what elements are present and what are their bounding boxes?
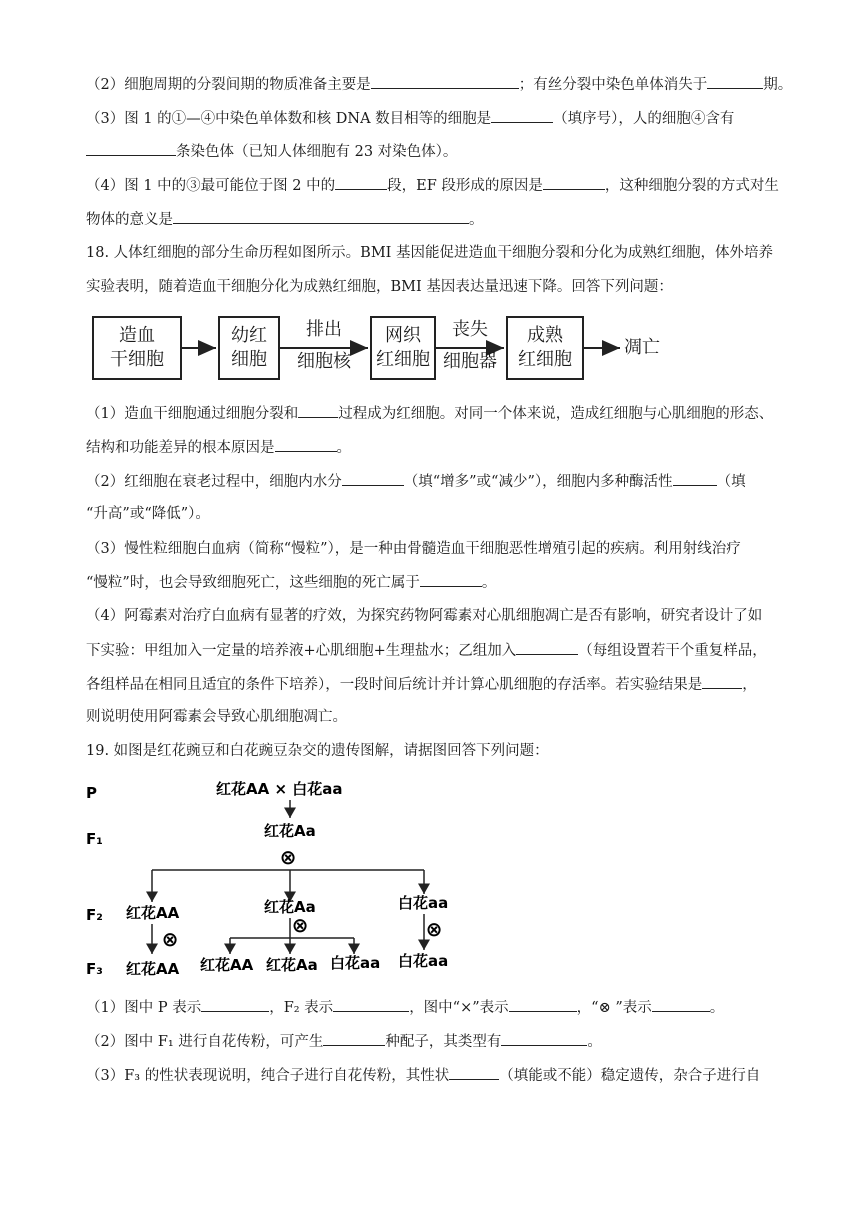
inheritance-diagram-svg: [84, 774, 454, 984]
flow-box-mature-red-cell: 成熟 红细胞: [506, 316, 584, 380]
q18-part3: （3）慢性粒细胞白血病（简称“慢粒”），是一种由骨髓造血干细胞恶性增殖引起的疾病。利用射线治疗: [86, 541, 741, 557]
selfing-symbol: ⊗: [425, 917, 443, 941]
answer-blank[interactable]: [543, 175, 605, 190]
selfing-symbol: ⊗: [291, 913, 309, 937]
answer-blank[interactable]: [449, 1065, 499, 1080]
q17-part4: （4）图 1 中的③最可能位于图 2 中的 段，EF 段形成的原因是 ，这种细胞分裂的方式对生: [86, 175, 779, 196]
q18-part3-cont: “慢粒”时，也会导致细胞死亡，这些细胞的死亡属于 。: [86, 572, 496, 593]
flow-box-erythroblast: 幼红 细胞: [218, 316, 280, 380]
gen-label-f1: F₁: [86, 830, 103, 848]
f3-label-4: 白花aa: [330, 954, 381, 972]
q18-stem-line2: 实验表明，随着造血干细胞分化为成熟红细胞，BMI 基因表达量迅速下降。回答下列问题：: [86, 279, 673, 295]
answer-blank[interactable]: [509, 997, 577, 1012]
q18-part1-cont: 结构和功能差异的根本原因是 。: [86, 437, 351, 458]
red-cell-lifecycle-diagram: [92, 312, 692, 392]
answer-blank[interactable]: [491, 108, 553, 123]
answer-blank[interactable]: [673, 471, 717, 486]
q18-part2: （2）红细胞在衰老过程中，细胞内水分 （填“增多”或“减少”），细胞内多种酶活性 （填: [86, 471, 746, 492]
q19-part3: （3）F₃ 的性状表现说明，纯合子进行自花传粉，其性状 （填能或不能）稳定遗传，杂合子进行自: [86, 1065, 760, 1086]
answer-blank[interactable]: [371, 74, 519, 89]
inheritance-diagram: [84, 774, 454, 984]
f1-label: 红花Aa: [264, 822, 316, 840]
flow-label-lose-organelles: 丧失 细胞器: [443, 319, 497, 372]
f3-label-3: 红花Aa: [266, 956, 318, 974]
answer-blank[interactable]: [333, 997, 409, 1012]
answer-blank[interactable]: [702, 674, 742, 689]
q18-part4-cont1: 下实验：甲组加入一定量的培养液+心肌细胞+生理盐水；乙组加入 （每组设置若干个重复样品，: [86, 640, 767, 661]
answer-blank[interactable]: [420, 572, 482, 587]
q18-part2-cont: “升高”或“降低”）。: [86, 506, 210, 522]
flow-box-reticulocyte: 网织 红细胞: [370, 316, 436, 380]
answer-blank[interactable]: [275, 437, 337, 452]
answer-blank[interactable]: [335, 175, 387, 190]
q17-part3-cont: 条染色体（已知人体细胞有 23 对染色体）。: [86, 141, 457, 162]
q18-part1: （1）造血干细胞通过细胞分裂和 过程成为红细胞。对同一个体来说，造成红细胞与心肌细胞的形态、: [86, 403, 773, 424]
q17-part3: （3）图 1 的①—④中染色单体数和核 DNA 数目相等的细胞是 （填序号），人的细胞④含有: [86, 108, 734, 129]
answer-blank[interactable]: [298, 403, 338, 418]
answer-blank[interactable]: [173, 209, 469, 224]
q19-stem: 19. 如图是红花豌豆和白花豌豆杂交的遗传图解，请据图回答下列问题：: [86, 743, 549, 759]
answer-blank[interactable]: [516, 640, 578, 655]
f3-label-2: 红花AA: [200, 956, 254, 974]
answer-blank[interactable]: [652, 997, 710, 1012]
gen-label-f3: F₃: [86, 960, 103, 978]
f2-right-label: 白花aa: [398, 894, 449, 912]
selfing-symbol: ⊗: [161, 927, 179, 951]
p-cross-label: 红花AA × 白花aa: [216, 780, 343, 798]
flow-label-apoptosis: 凋亡: [624, 337, 660, 358]
answer-blank[interactable]: [323, 1031, 385, 1046]
gen-label-p: P: [86, 784, 97, 802]
f3-label-1: 红花AA: [126, 960, 180, 978]
q18-part4-cont2: 各组样品在相同且适宜的条件下培养），一段时间后统计并计算心肌细胞的存活率。若实验结果是 ，: [86, 674, 757, 695]
f2-left-label: 红花AA: [126, 904, 180, 922]
f3-label-5: 白花aa: [398, 952, 449, 970]
answer-blank[interactable]: [707, 74, 763, 89]
f2-mid-label: 红花Aa: [264, 898, 316, 916]
answer-blank[interactable]: [342, 471, 404, 486]
q19-part2: （2）图中 F₁ 进行自花传粉，可产生 种配子，其类型有 。: [86, 1031, 602, 1052]
answer-blank[interactable]: [86, 141, 176, 156]
flow-label-expel-nucleus: 排出 细胞核: [297, 319, 351, 372]
q19-part1: （1）图中 P 表示 ，F₂ 表示 ，图中“×”表示 ，“⊗ ”表示 。: [86, 997, 724, 1018]
q18-part4: （4）阿霉素对治疗白血病有显著的疗效，为探究药物阿霉素对心肌细胞凋亡是否有影响，研究者设计了如: [86, 608, 763, 624]
selfing-symbol: ⊗: [279, 845, 297, 869]
flow-box-hematopoietic-stem-cell: 造血 干细胞: [92, 316, 182, 380]
answer-blank[interactable]: [501, 1031, 587, 1046]
q17-part4-cont: 物体的意义是 。: [86, 209, 484, 230]
q18-part4-cont3: 则说明使用阿霉素会导致心肌细胞凋亡。: [86, 709, 347, 725]
answer-blank[interactable]: [201, 997, 269, 1012]
q17-part2: （2）细胞周期的分裂间期的物质准备主要是 ；有丝分裂中染色单体消失于 期。: [86, 74, 792, 95]
gen-label-f2: F₂: [86, 906, 103, 924]
q18-stem-line1: 18. 人体红细胞的部分生命历程如图所示。BMI 基因能促进造血干细胞分裂和分化为成熟红细胞，体外培养: [86, 245, 774, 261]
